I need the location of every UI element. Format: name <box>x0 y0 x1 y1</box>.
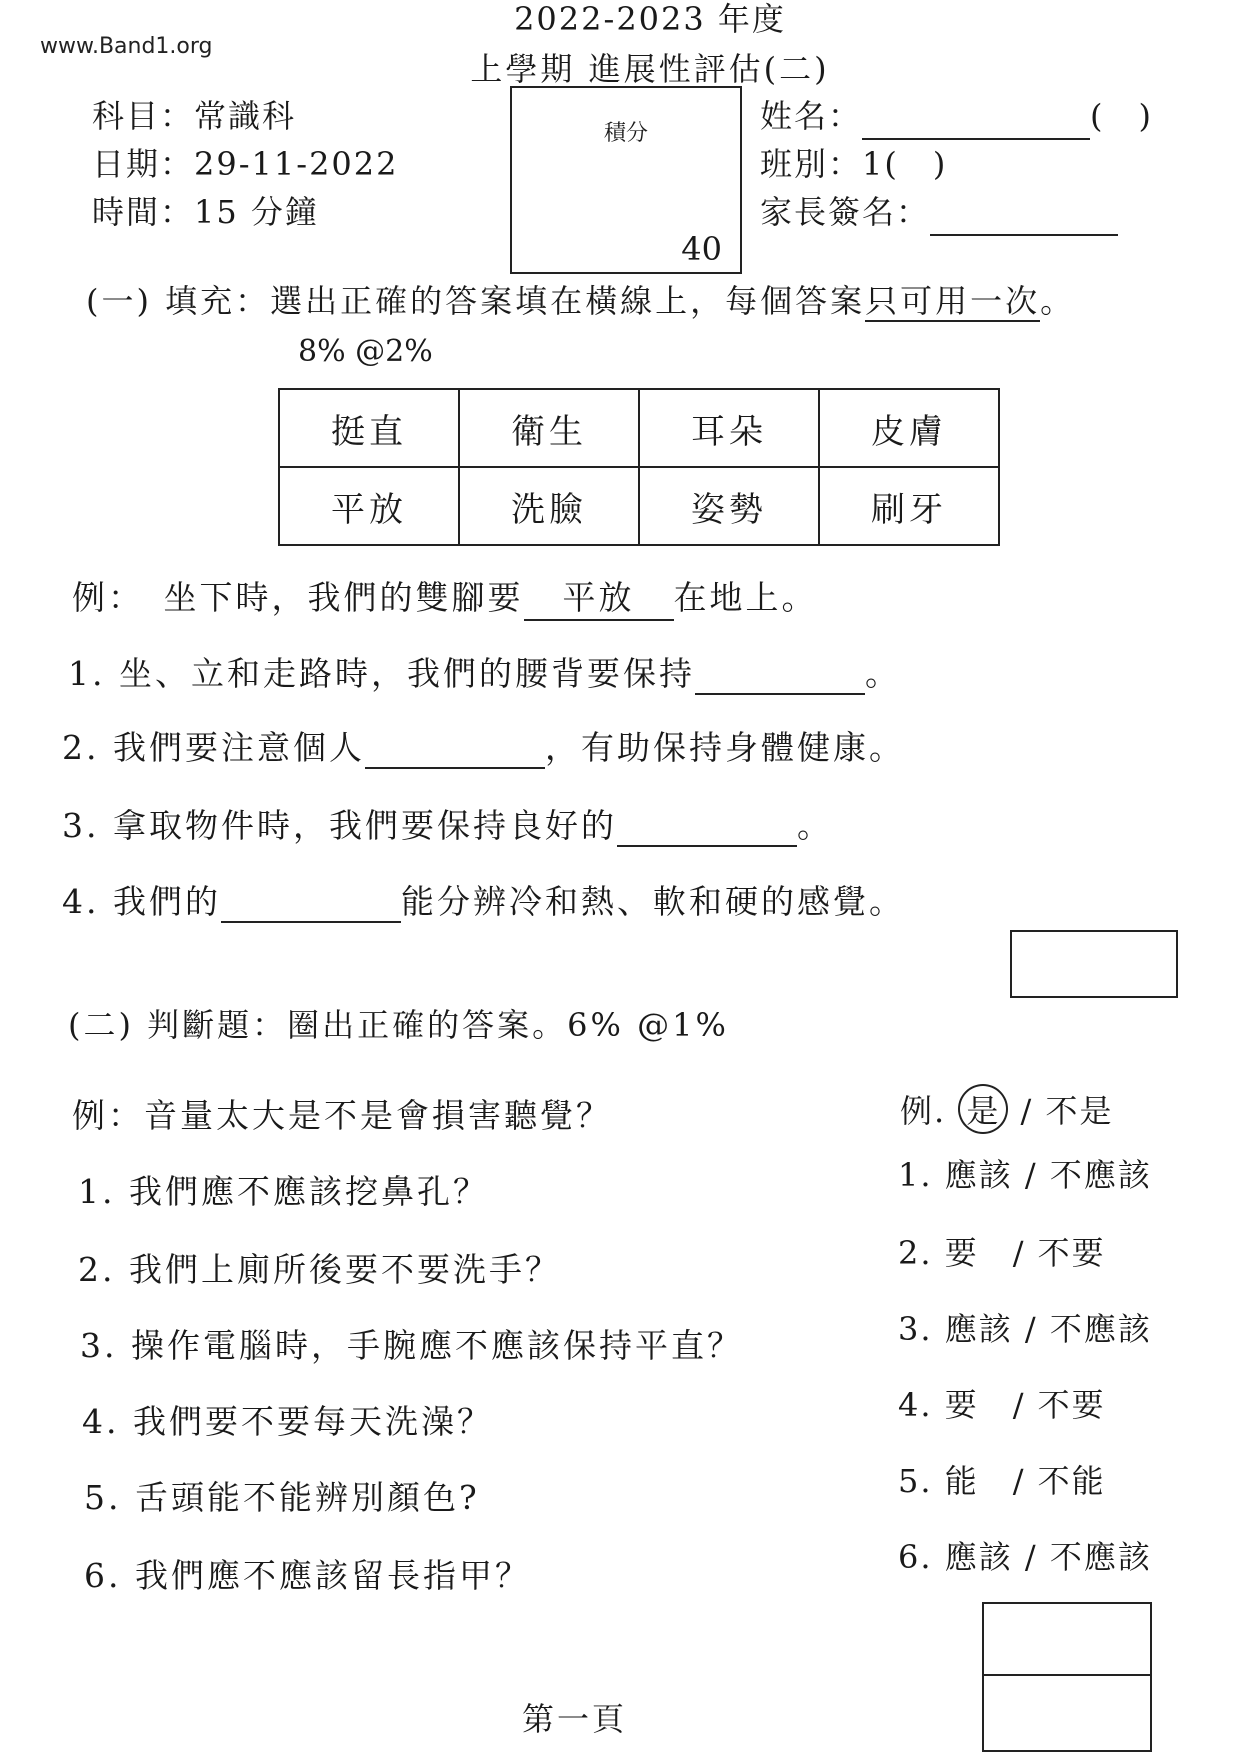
question-end: ，有助保持身體健康。 <box>544 728 905 767</box>
tf-options[interactable]: 3. 應該 / 不應該 <box>898 1310 1152 1348</box>
fill-example <box>72 572 818 621</box>
answer-blank[interactable] <box>365 733 545 769</box>
fill-example-text: 例： 坐下時，我們的雙腳要 <box>72 578 524 617</box>
question-text: 4. 我們的 <box>62 882 221 921</box>
section2-title: (二) 判斷題：圈出正確的答案。6% @1% <box>68 1006 729 1044</box>
tf-example-question: 例：音量太大是不是會損害聽覺？ <box>72 1096 612 1135</box>
tf-options[interactable]: 4. 要 / 不要 <box>898 1386 1106 1424</box>
word-bank-cell: 姿勢 <box>639 467 819 545</box>
question-text: 1. 坐、立和走路時，我們的腰背要保持 <box>68 654 695 693</box>
tf-question: 1. 我們應不應該挖鼻孔？ <box>78 1172 489 1211</box>
section1-title-emphasis: 只可用一次 <box>865 282 1041 320</box>
word-bank-cell: 刷牙 <box>819 467 999 545</box>
fill-question <box>62 722 905 769</box>
word-bank-cell: 洗臉 <box>459 467 639 545</box>
tf-question: 3. 操作電腦時，手腕應不應該保持平直？ <box>80 1326 743 1365</box>
word-bank-cell: 耳朵 <box>639 389 819 467</box>
word-bank-cell: 挺直 <box>279 389 459 467</box>
tf-question: 6. 我們應不應該留長指甲？ <box>84 1556 531 1595</box>
fill-question <box>68 648 901 695</box>
section1-title <box>86 276 1075 322</box>
score-box <box>510 86 742 274</box>
tf-options[interactable]: 6. 應該 / 不應該 <box>898 1538 1152 1576</box>
question-end: 能分辨冷和熱、軟和硬的感覺。 <box>400 882 905 921</box>
word-bank-row <box>279 389 999 467</box>
question-end: 。 <box>796 806 833 845</box>
parent-signature-label: 家長簽名： <box>760 193 931 231</box>
question-text: 2. 我們要注意個人 <box>62 728 365 767</box>
parent-signature-blank[interactable] <box>930 202 1118 236</box>
page-number: 第一頁 <box>522 1700 628 1738</box>
tf-example-prefix: 例. <box>900 1092 947 1130</box>
tf-example-rest: / 不是 <box>1020 1092 1114 1130</box>
tf-example-circled-answer: 是 <box>958 1084 1008 1134</box>
section1-title-text: (一) 填充：選出正確的答案填在橫線上，每個答案 <box>86 282 866 320</box>
info-right <box>760 92 1153 236</box>
fill-example-answer: 平放 <box>524 572 674 621</box>
section1-marks: 8% @2% <box>298 334 433 369</box>
score-label: 積分 <box>603 121 648 146</box>
score-total: 40 <box>681 230 722 268</box>
watermark: www.Band1.org <box>40 34 213 59</box>
word-bank-cell: 皮膚 <box>819 389 999 467</box>
name-blank[interactable] <box>862 106 1090 140</box>
class-line: 班別：1( ) <box>760 145 948 183</box>
tf-options[interactable]: 1. 應該 / 不應該 <box>898 1156 1152 1194</box>
answer-blank[interactable] <box>617 811 797 847</box>
school-year: 2022-2023 年度 <box>514 0 786 38</box>
class-number-paren: ( ) <box>1090 97 1153 135</box>
section1-score-box[interactable] <box>1010 930 1178 998</box>
word-bank <box>278 388 1000 546</box>
name-line <box>760 92 1153 140</box>
page-title: 上學期 進展性評估(二) <box>470 50 830 88</box>
tf-options[interactable]: 5. 能 / 不能 <box>898 1462 1106 1500</box>
section1-title-end: 。 <box>1040 282 1076 320</box>
word-bank-cell: 平放 <box>279 467 459 545</box>
fill-question <box>62 800 833 847</box>
time-line: 時間：15 分鐘 <box>92 193 319 231</box>
tf-question: 2. 我們上廁所後要不要洗手？ <box>78 1250 561 1289</box>
word-bank-row <box>279 467 999 545</box>
tf-example-options <box>900 1084 1114 1134</box>
tf-question: 4. 我們要不要每天洗澡？ <box>82 1402 493 1441</box>
tf-question: 5. 舌頭能不能辨別顏色? <box>84 1478 480 1517</box>
question-text: 3. 拿取物件時，我們要保持良好的 <box>62 806 617 845</box>
name-label: 姓名： <box>760 97 863 135</box>
fill-question <box>62 876 905 923</box>
tf-options[interactable]: 2. 要 / 不要 <box>898 1234 1106 1272</box>
answer-blank[interactable] <box>221 887 401 923</box>
answer-blank[interactable] <box>695 659 865 695</box>
word-bank-cell: 衛生 <box>459 389 639 467</box>
info-left <box>92 92 399 236</box>
question-end: 。 <box>864 654 901 693</box>
section2-score-box[interactable] <box>982 1602 1152 1752</box>
score-box-divider <box>984 1674 1150 1676</box>
subject-line: 科目：常識科 <box>92 97 297 135</box>
fill-example-end: 在地上。 <box>673 578 818 617</box>
date-line: 日期：29-11-2022 <box>92 145 399 183</box>
parent-signature-line <box>760 188 1153 236</box>
